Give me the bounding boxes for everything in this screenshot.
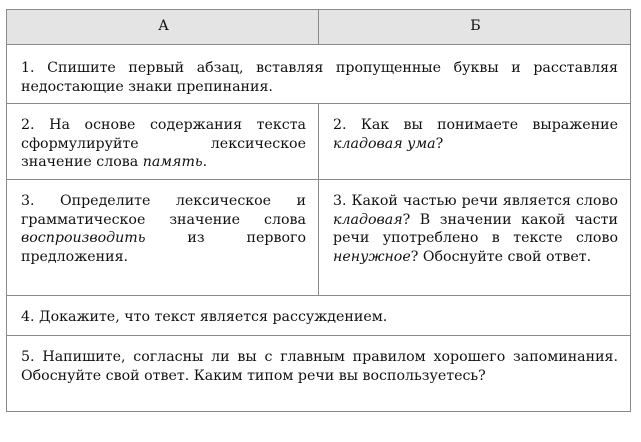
- task-3b-text-2: ? В значении какой части речи употреблено в тексте слово: [333, 211, 618, 246]
- task-2b-text: 2. Как вы понимаете выражение: [333, 117, 618, 133]
- task-row-4: [7, 296, 631, 336]
- task-2b: [319, 104, 631, 180]
- task-3b-text-3: ? Обоснуйте свой ответ.: [410, 248, 592, 265]
- task-3b-term-1: кладовая: [333, 211, 403, 228]
- task-1: 1. Спишите первый абзац, вставляя пропущенные буквы и расставляя недостающие знаки препинания.: [7, 45, 631, 104]
- tasks-table: [6, 9, 631, 412]
- task-3b-text-1: 3. Какой частью речи является слово: [333, 193, 618, 209]
- task-2a-text: 2. На основе содержания текста сформулируйте лексическое значение слова: [21, 117, 306, 170]
- task-2b-end: ?: [435, 135, 444, 152]
- task-row-5: [7, 336, 631, 412]
- task-row-3: [7, 180, 631, 296]
- task-3a-text: 3. Определите лексическое и грамматическое значение слова: [21, 193, 306, 228]
- task-3b: [319, 180, 631, 296]
- column-header-a: А: [7, 10, 319, 45]
- task-4: 4. Докажите, что текст является рассуждением.: [7, 296, 631, 336]
- task-2a: [7, 104, 319, 180]
- task-row-1: [7, 45, 631, 104]
- task-3a-end: из первого предложения.: [21, 230, 306, 265]
- column-header-b: Б: [319, 10, 631, 45]
- task-3a-term: воспроизводить: [21, 230, 146, 246]
- task-5: 5. Напишите, согласны ли вы с главным правилом хорошего запоминания. Обоснуйте свой ответ. Каким типом речи вы воспользуетесь?: [7, 336, 631, 412]
- task-3a: [7, 180, 319, 296]
- task-3b-term-2: ненужное: [333, 248, 411, 265]
- task-2b-term: кладовая ума: [333, 135, 436, 152]
- header-row: [7, 10, 631, 45]
- task-2a-term: память: [142, 154, 203, 170]
- task-row-2: [7, 104, 631, 180]
- task-2a-end: .: [202, 154, 208, 170]
